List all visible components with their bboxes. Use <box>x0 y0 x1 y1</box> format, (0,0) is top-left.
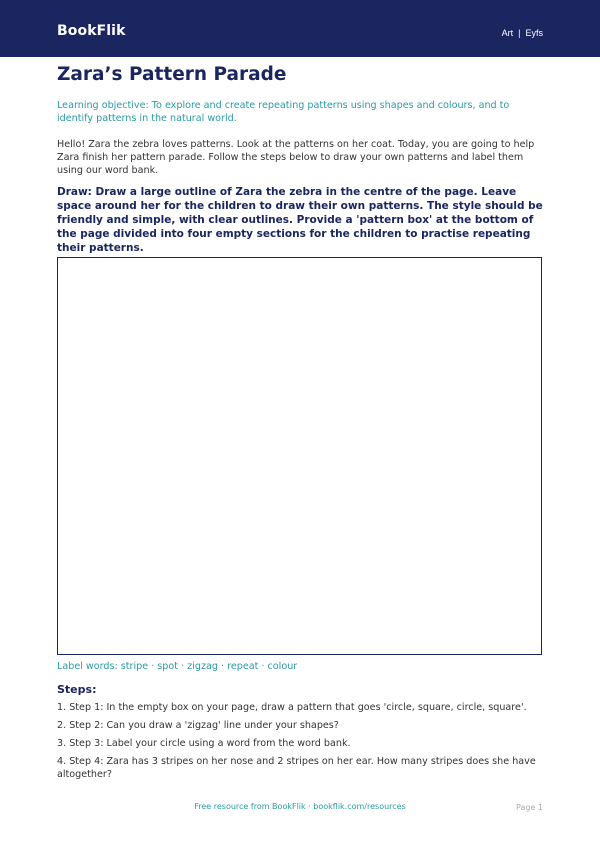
footer-source[interactable]: Free resource from BookFlik · bookflik.com/resources <box>194 802 406 811</box>
brand-logo-text[interactable]: BookFlik <box>57 23 126 39</box>
draw-instruction: Draw: Draw a large outline of Zara the zebra in the centre of the page. Leave space around her for the children to draw their own patterns. The style should be friendly and simple, with clear outlines. Provide a 'pattern box' at the bottom of the page divided into four empty sections for the children to practise repeating their patterns. <box>57 186 543 254</box>
drawing-box[interactable] <box>57 257 542 655</box>
level-label: Eyfs <box>525 28 543 38</box>
learning-objective: Learning objective: To explore and create repeating patterns using shapes and colours, and to identify patterns in the natural world. <box>57 100 510 124</box>
step-item: 3. Step 3: Label your circle using a word from the word bank. <box>57 738 351 749</box>
header-bar <box>0 0 600 57</box>
page-number: Page 1 <box>516 803 543 812</box>
page-title: Zara’s Pattern Parade <box>57 64 287 85</box>
intro-paragraph: Hello! Zara the zebra loves patterns. Look at the patterns on her coat. Today, you are going to help Zara finish her pattern parade. Follow the steps below to draw your own patterns and label them using our word bank. <box>57 139 535 176</box>
steps-list <box>57 701 543 786</box>
meta-separator: | <box>518 28 521 38</box>
word-bank: Label words: stripe · spot · zigzag · repeat · colour <box>57 661 298 672</box>
steps-heading: Steps: <box>57 683 97 696</box>
subject-label: Art <box>501 28 514 38</box>
step-item: 2. Step 2: Can you draw a 'zigzag' line under your shapes? <box>57 720 339 731</box>
step-item: 4. Step 4: Zara has 3 stripes on her nose and 2 stripes on her ear. How many stripes does she have altogether? <box>57 756 536 780</box>
step-item: 1. Step 1: In the empty box on your page, draw a pattern that goes 'circle, square, circle, square'. <box>57 702 527 713</box>
header-meta <box>502 28 543 38</box>
